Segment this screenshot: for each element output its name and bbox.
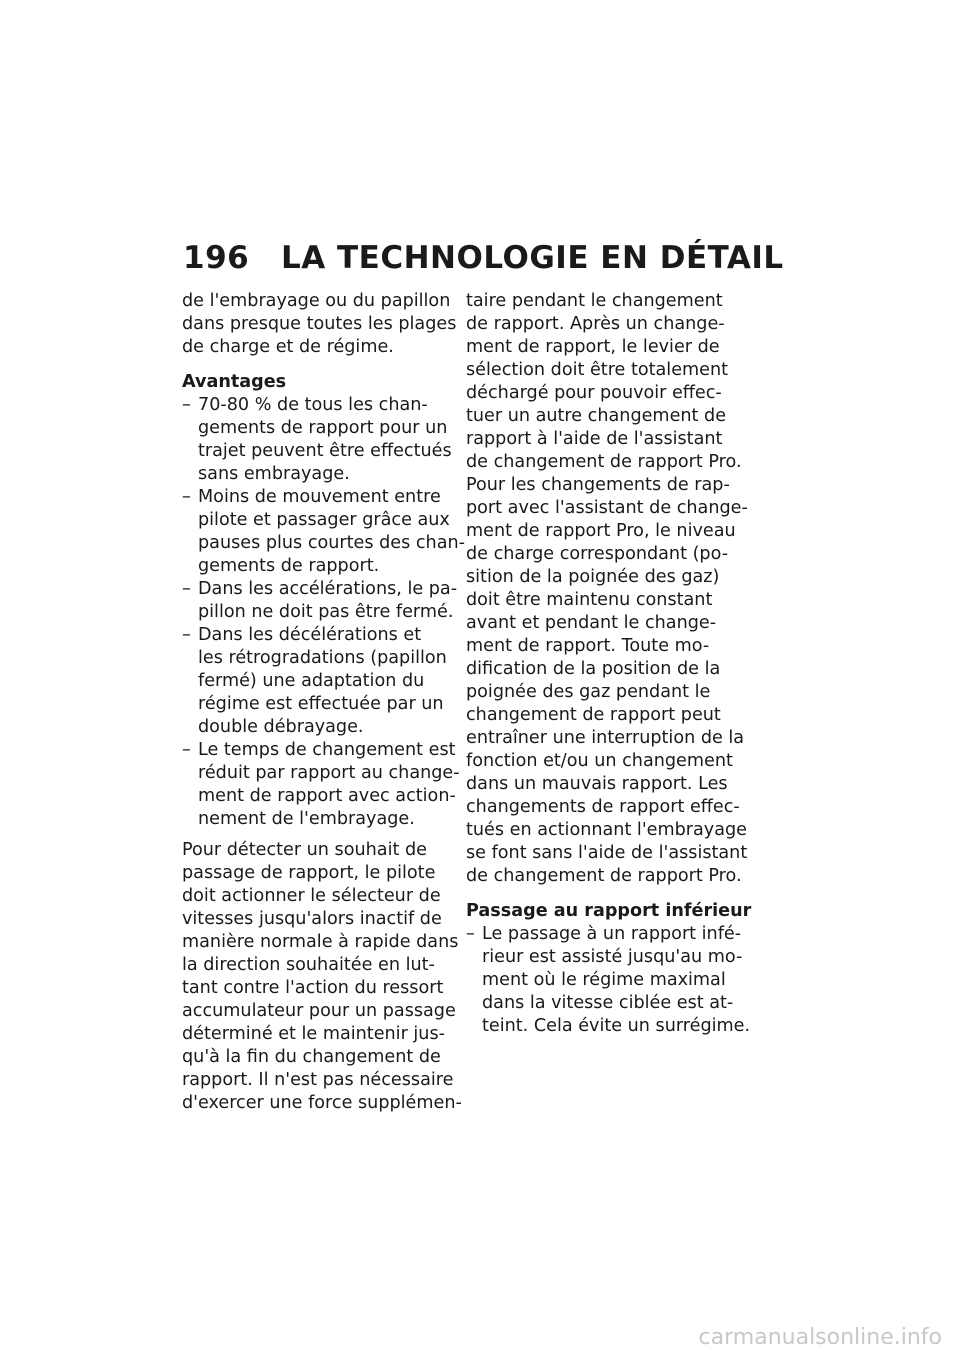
body-line: Pour détecter un souhait de — [182, 840, 427, 860]
downshift-heading: Passage au rapport inférieur — [466, 901, 752, 921]
bullet-dash: – — [182, 487, 191, 507]
body-line: dans un mauvais rapport. Les — [466, 774, 728, 794]
body-line: se font sans l'aide de l'assistant — [466, 843, 748, 863]
body-line: déchargé pour pouvoir effec- — [466, 383, 722, 403]
body-line: tuer un autre changement de — [466, 406, 727, 426]
body-line: doit actionner le sélecteur de — [182, 886, 441, 906]
advantage-item — [182, 486, 465, 578]
bullet-line: nement de l'embrayage. — [198, 809, 415, 829]
advantages-heading: Avantages — [182, 372, 287, 392]
body-line: passage de rapport, le pilote — [182, 863, 436, 883]
right-column — [466, 290, 752, 1038]
body-line: tant contre l'action du ressort — [182, 978, 444, 998]
bullet-line: double débrayage. — [198, 717, 364, 737]
body-line: de l'embrayage ou du papillon — [182, 291, 451, 311]
body-line: déterminé et le maintenir jus- — [182, 1024, 445, 1044]
page-number: 196 — [183, 240, 250, 276]
body-line: tués en actionnant l'embrayage — [466, 820, 747, 840]
bullet-line: Le temps de changement est — [198, 740, 456, 760]
bullet-line: sans embrayage. — [198, 464, 350, 484]
bullet-line: 70-80 % de tous les chan- — [198, 395, 428, 415]
bullet-line: Moins de mouvement entre — [198, 487, 441, 507]
body-line: accumulateur pour un passage — [182, 1001, 456, 1021]
body-line: la direction souhaitée en lut- — [182, 955, 435, 975]
body-line: changements de rapport effec- — [466, 797, 740, 817]
bullet-line: pauses plus courtes des chan- — [198, 533, 465, 553]
body-line: de charge correspondant (po- — [466, 544, 729, 564]
bullet-line: les rétrogradations (papillon — [198, 648, 447, 668]
body-line: avant et pendant le change- — [466, 613, 717, 633]
bullet-line: gements de rapport. — [198, 556, 380, 576]
body-line: taire pendant le changement — [466, 291, 723, 311]
body-line: doit être maintenu constant — [466, 590, 713, 610]
body-line: entraîner une interruption de la — [466, 728, 745, 748]
bullet-line: rieur est assisté jusqu'au mo- — [482, 947, 743, 967]
body-line: de rapport. Après un change- — [466, 314, 725, 334]
body-line: rapport à l'aide de l'assistant — [466, 429, 723, 449]
body-line: de changement de rapport Pro. — [466, 452, 742, 472]
bullet-line: ment où le régime maximal — [482, 970, 726, 990]
bullet-dash: – — [182, 625, 191, 645]
body-line: fonction et/ou un changement — [466, 751, 733, 771]
body-line: manière normale à rapide dans — [182, 932, 459, 952]
bullet-line: gements de rapport pour un — [198, 418, 448, 438]
body-line: ment de rapport. Toute mo- — [466, 636, 710, 656]
left-column — [182, 290, 465, 1115]
bullet-line: Le passage à un rapport infé- — [482, 924, 742, 944]
bullet-line: pilote et passager grâce aux — [198, 510, 450, 530]
body-line: de charge et de régime. — [182, 337, 394, 357]
page-title: LA TECHNOLOGIE EN DÉTAIL — [281, 240, 784, 276]
bullet-line: Dans les accélérations, le pa- — [198, 579, 458, 599]
bullet-dash: – — [182, 395, 191, 415]
bullet-dash: – — [182, 740, 191, 760]
advantage-item — [182, 624, 457, 739]
bullet-line: trajet peuvent être effectués — [198, 441, 452, 461]
body-line: dification de la position de la — [466, 659, 721, 679]
bullet-line: teint. Cela évite un surrégime. — [482, 1016, 751, 1036]
bullet-line: fermé) une adaptation du — [198, 671, 425, 691]
body-line: de changement de rapport Pro. — [466, 866, 742, 886]
body-line: dans presque toutes les plages — [182, 314, 457, 334]
body-line: ment de rapport, le levier de — [466, 337, 720, 357]
advantage-item — [182, 394, 457, 486]
bullet-line: régime est effectuée par un — [198, 694, 444, 714]
bullet-dash: – — [182, 579, 191, 599]
body-line: rapport. Il n'est pas nécessaire — [182, 1070, 454, 1090]
bullet-line: pillon ne doit pas être fermé. — [198, 602, 454, 622]
body-line: qu'à la fin du changement de — [182, 1047, 441, 1067]
advantage-item — [182, 739, 460, 831]
body-line: changement de rapport peut — [466, 705, 721, 725]
downshift-item — [466, 923, 751, 1038]
body-line: sélection doit être totalement — [466, 360, 729, 380]
body-line: vitesses jusqu'alors inactif de — [182, 909, 442, 929]
body-line: port avec l'assistant de change- — [466, 498, 748, 518]
page-header — [183, 240, 784, 280]
bullet-line: dans la vitesse ciblée est at- — [482, 993, 734, 1013]
footer-watermark: carmanualsonline.info — [698, 1325, 942, 1350]
body-line: d'exercer une force supplémen- — [182, 1093, 462, 1113]
bullet-line: ment de rapport avec action- — [198, 786, 456, 806]
body-line: poignée des gaz pendant le — [466, 682, 711, 702]
body-line: sition de la poignée des gaz) — [466, 567, 720, 587]
advantage-item — [182, 578, 457, 624]
body-line: ment de rapport Pro, le niveau — [466, 521, 736, 541]
bullet-dash: – — [466, 924, 475, 944]
bullet-line: Dans les décélérations et — [198, 625, 422, 645]
bullet-line: réduit par rapport au change- — [198, 763, 460, 783]
body-line: Pour les changements de rap- — [466, 475, 730, 495]
